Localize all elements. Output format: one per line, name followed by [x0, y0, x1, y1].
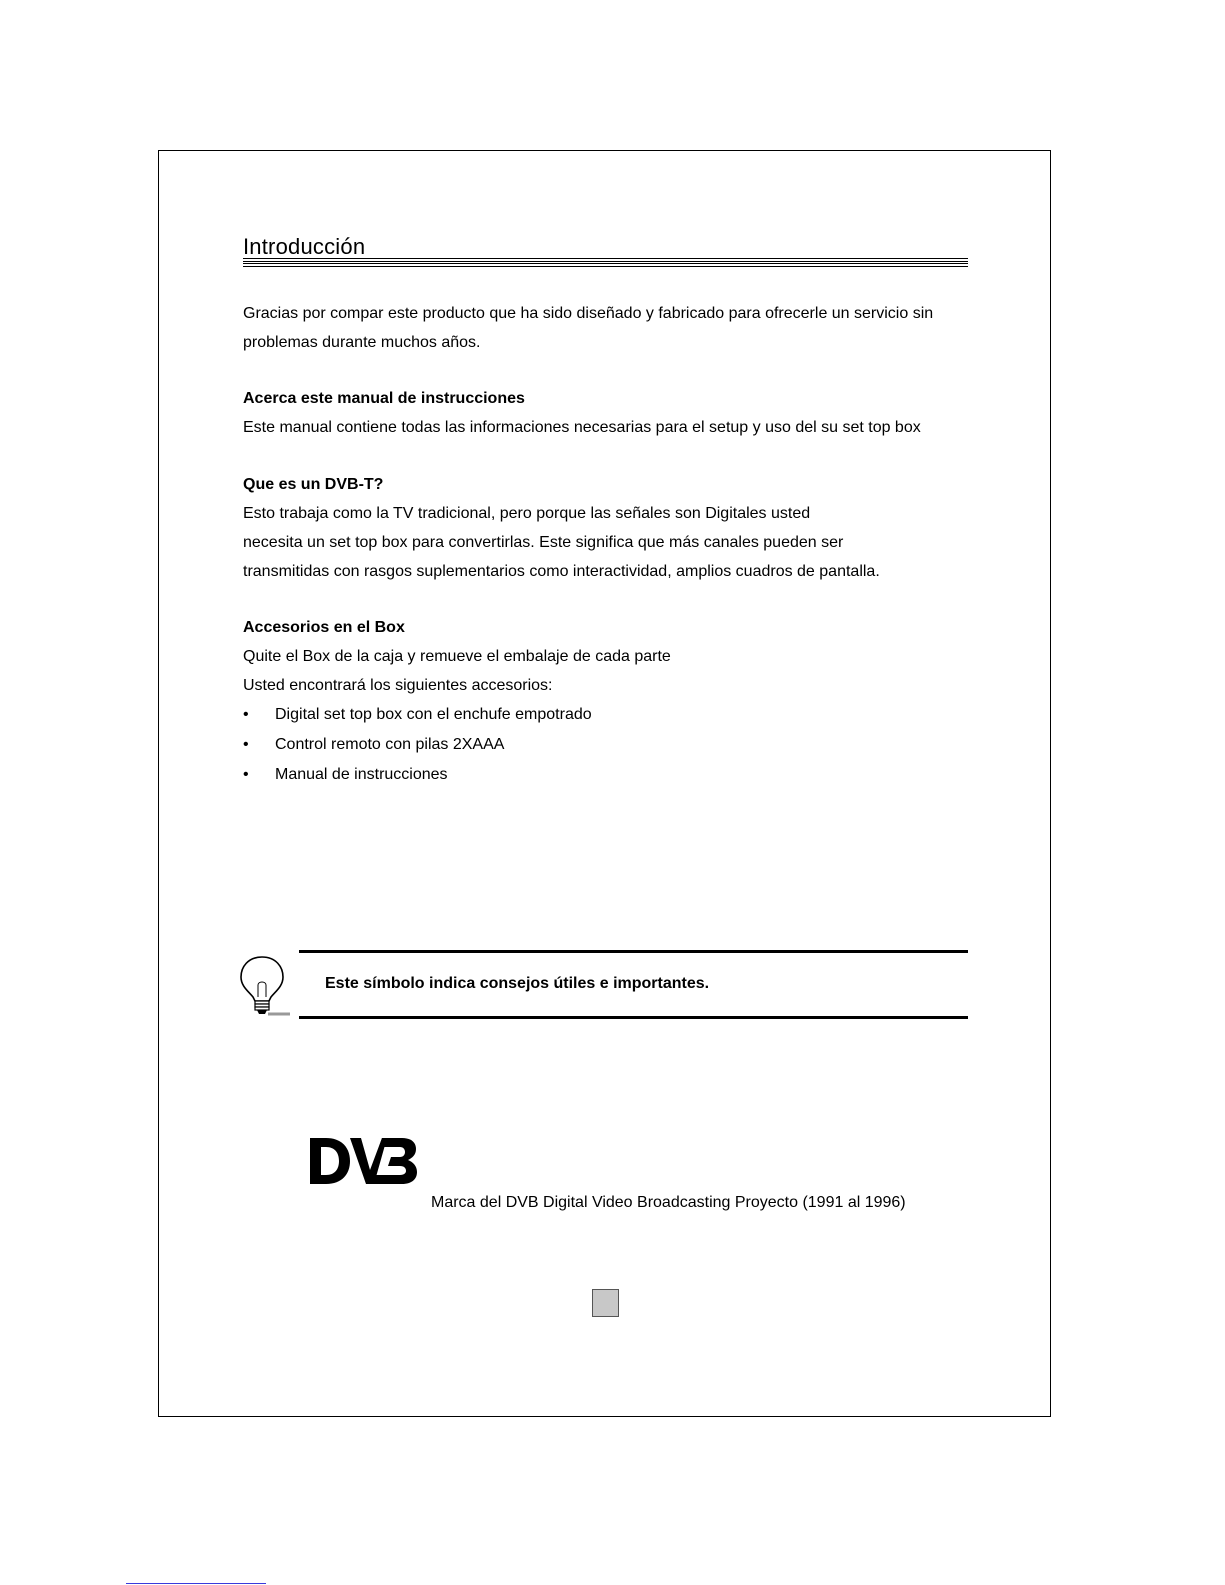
dvbt-line-2: necesita un set top box para convertirlas. Este significa que más canales pueden ser	[243, 534, 844, 551]
dvbt-line-1: Esto trabaja como la TV tradicional, pero porque las señales son Digitales usted	[243, 505, 811, 522]
dvbt-heading: Que es un DVB-T?	[243, 476, 384, 493]
lightbulb-icon	[238, 953, 290, 1017]
dvbt-line-3: transmitidas con rasgos suplementarios como interactividad, amplios cuadros de pantalla.	[243, 563, 880, 580]
page-number-box	[592, 1289, 619, 1317]
accessories-heading: Accesorios en el Box	[243, 619, 405, 636]
intro-line-1: Gracias por compar este producto que ha sido diseñado y fabricado para ofrecerle un servicio sin	[243, 305, 934, 322]
dvb-caption: Marca del DVB Digital Video Broadcasting Proyecto (1991 al 1996)	[431, 1194, 906, 1211]
manual-text: Este manual contiene todas las informaciones necesarias para el setup y uso del su set top box	[243, 419, 921, 436]
bullet-icon: •	[243, 766, 249, 783]
list-item-text: Manual de instrucciones	[275, 766, 448, 783]
accessories-line-2: Usted encontrará los siguientes accesorios:	[243, 677, 553, 694]
tip-text: Este símbolo indica consejos útiles e importantes.	[325, 975, 710, 992]
list-item-text: Digital set top box con el enchufe empotrado	[275, 706, 592, 723]
bullet-icon: •	[243, 736, 249, 753]
list-item-text: Control remoto con pilas 2XAAA	[275, 736, 505, 753]
title-underline	[243, 258, 968, 267]
tip-bottom-rule	[299, 1016, 968, 1019]
page-title: Introducción	[243, 234, 366, 259]
bullet-icon: •	[243, 706, 249, 723]
dvb-logo	[308, 1136, 418, 1186]
manual-heading: Acerca este manual de instrucciones	[243, 390, 525, 407]
intro-line-2: problemas durante muchos años.	[243, 334, 481, 351]
tip-top-rule	[299, 950, 968, 953]
bottom-link-underline	[126, 1583, 266, 1584]
accessories-line-1: Quite el Box de la caja y remueve el embalaje de cada parte	[243, 648, 671, 665]
